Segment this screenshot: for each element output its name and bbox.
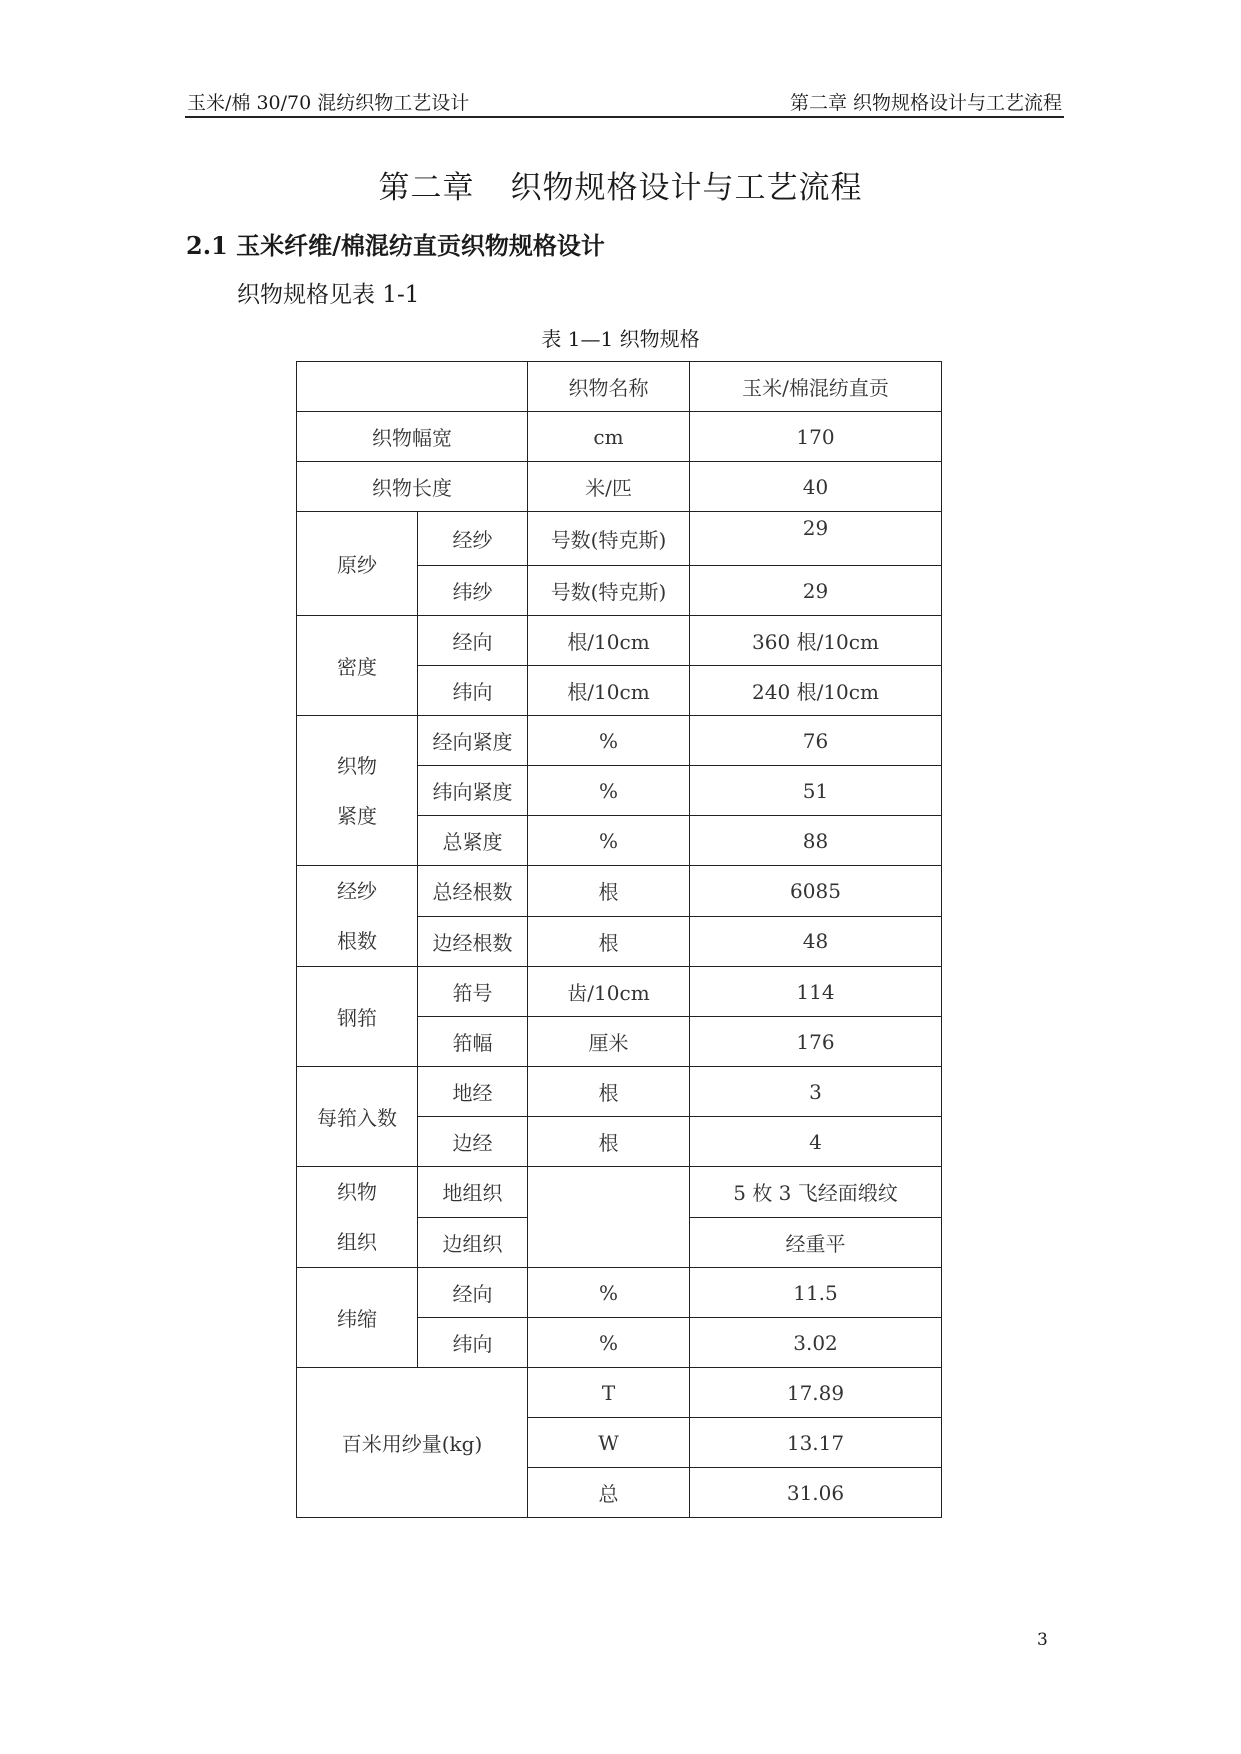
header-document-title: 玉米/棉 30/70 混纺织物工艺设计 — [187, 92, 470, 114]
table-row — [297, 616, 942, 666]
table-group-label — [297, 716, 418, 866]
table-cell: 根/10cm — [528, 666, 690, 716]
table-cell: 3 — [690, 1067, 942, 1117]
table-cell: 号数(特克斯) — [528, 566, 690, 616]
table-cell: 经向 — [418, 1268, 528, 1318]
table-row — [297, 512, 942, 566]
body-paragraph: 织物规格见表 1-1 — [237, 282, 420, 308]
table-cell: 根 — [528, 1117, 690, 1167]
table-cell: 总紧度 — [418, 816, 528, 866]
table-row — [297, 412, 942, 462]
table-cell: 边经根数 — [418, 916, 528, 967]
table-cell: T — [528, 1368, 690, 1418]
table-caption: 表 1—1 织物规格 — [541, 327, 700, 351]
chapter-title — [0, 162, 1241, 207]
table-group-label — [297, 1167, 418, 1268]
table-cell: 76 — [690, 716, 942, 766]
table-cell: % — [528, 1268, 690, 1318]
table-cell: 厘米 — [528, 1017, 690, 1067]
table-cell: 51 — [690, 766, 942, 816]
table-group-label: 每筘入数 — [297, 1067, 418, 1167]
table-cell: 米/匹 — [528, 462, 690, 512]
table-group-label: 百米用纱量(kg) — [297, 1368, 528, 1518]
table-cell: 根/10cm — [528, 616, 690, 666]
table-cell: 13.17 — [690, 1418, 942, 1468]
table-cell: 根 — [528, 866, 690, 917]
chapter-number: 第二章 — [378, 170, 475, 206]
table-cell: 织物幅宽 — [297, 412, 528, 462]
table-cell: 经向紧度 — [418, 716, 528, 766]
table-cell: 170 — [690, 412, 942, 462]
group-label-line: 组织 — [337, 1230, 377, 1254]
table-row — [297, 462, 942, 512]
table-row — [297, 1368, 942, 1418]
table-cell: 边经 — [418, 1117, 528, 1167]
table-cell: 114 — [690, 967, 942, 1017]
table-cell: 筘幅 — [418, 1017, 528, 1067]
table-group-label: 原纱 — [297, 512, 418, 616]
page-header — [185, 86, 1064, 118]
table-group-label — [297, 866, 418, 967]
table-cell: 边组织 — [418, 1217, 528, 1268]
table-cell: 11.5 — [690, 1268, 942, 1318]
table-cell: 176 — [690, 1017, 942, 1067]
table-cell: 29 — [690, 512, 942, 566]
table-cell-empty — [528, 1167, 690, 1268]
table-cell: % — [528, 716, 690, 766]
header-chapter-title: 第二章 织物规格设计与工艺流程 — [789, 92, 1062, 114]
table-cell: % — [528, 766, 690, 816]
table-row — [297, 866, 942, 917]
table-cell: 4 — [690, 1117, 942, 1167]
table-cell: 纬向 — [418, 666, 528, 716]
table-cell: 5 枚 3 飞经面缎纹 — [690, 1167, 942, 1218]
table-cell: W — [528, 1418, 690, 1468]
table-cell: 总经根数 — [418, 866, 528, 917]
table-cell: 根 — [528, 916, 690, 967]
group-label-line: 根数 — [337, 929, 377, 953]
section-title: 2.1 玉米纤维/棉混纺直贡织物规格设计 — [186, 231, 605, 260]
table-cell: 3.02 — [690, 1318, 942, 1368]
table-cell: 240 根/10cm — [690, 666, 942, 716]
table-cell: 总 — [528, 1468, 690, 1518]
table-cell: 玉米/棉混纺直贡 — [690, 362, 942, 412]
table-cell: % — [528, 1318, 690, 1368]
table-row — [297, 967, 942, 1017]
table-cell: 筘号 — [418, 967, 528, 1017]
table-cell: 40 — [690, 462, 942, 512]
table-cell: 经向 — [418, 616, 528, 666]
table-group-label: 钢筘 — [297, 967, 418, 1067]
table-cell: 纬向 — [418, 1318, 528, 1368]
table-cell: 29 — [690, 566, 942, 616]
table-cell: 经重平 — [690, 1217, 942, 1268]
table-cell: 48 — [690, 916, 942, 967]
table-cell: 齿/10cm — [528, 967, 690, 1017]
table-cell: 31.06 — [690, 1468, 942, 1518]
table-cell: 纬向紧度 — [418, 766, 528, 816]
table-cell: 88 — [690, 816, 942, 866]
group-label-line: 织物 — [337, 753, 377, 778]
table-row — [297, 716, 942, 766]
table-row — [297, 1167, 942, 1218]
chapter-name: 织物规格设计与工艺流程 — [510, 170, 863, 206]
table-group-label: 纬缩 — [297, 1268, 418, 1368]
table-cell: 6085 — [690, 866, 942, 917]
table-cell-empty — [297, 362, 528, 412]
page-number: 3 — [1037, 1630, 1048, 1650]
table-row — [297, 1268, 942, 1318]
table-cell: 地组织 — [418, 1167, 528, 1218]
table-cell: 360 根/10cm — [690, 616, 942, 666]
table-row — [297, 362, 942, 412]
table-cell: % — [528, 816, 690, 866]
group-label-line: 经纱 — [337, 879, 377, 903]
table-cell: 地经 — [418, 1067, 528, 1117]
fabric-spec-table — [296, 361, 942, 1518]
table-cell: 纬纱 — [418, 566, 528, 616]
group-label-line: 紧度 — [337, 803, 377, 828]
table-cell: 织物长度 — [297, 462, 528, 512]
table-cell: 经纱 — [418, 512, 528, 566]
table-cell: 织物名称 — [528, 362, 690, 412]
table-group-label: 密度 — [297, 616, 418, 716]
table-cell: cm — [528, 412, 690, 462]
table-cell: 根 — [528, 1067, 690, 1117]
table-row — [297, 1067, 942, 1117]
table-cell: 17.89 — [690, 1368, 942, 1418]
group-label-line: 织物 — [337, 1180, 377, 1204]
table-cell: 号数(特克斯) — [528, 512, 690, 566]
